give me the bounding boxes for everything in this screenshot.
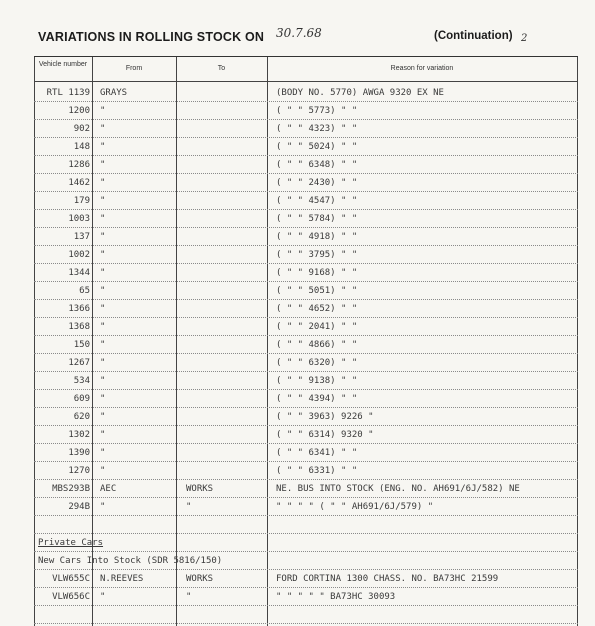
- continuation-label: (Continuation): [434, 30, 513, 42]
- table-row: [34, 443, 578, 462]
- from-cell: ": [100, 124, 106, 134]
- from-cell: ": [100, 304, 106, 314]
- from-cell: GRAYS: [100, 88, 128, 98]
- table-row: [34, 119, 578, 138]
- table-row: [34, 299, 578, 318]
- vehicle-number-cell: 1344: [68, 268, 90, 278]
- variations-table: [34, 56, 578, 626]
- vehicle-number-cell: 1368: [68, 322, 90, 332]
- vehicle-number-cell: Private Cars: [38, 538, 104, 548]
- from-cell: ": [100, 412, 106, 422]
- vehicle-number-cell: 1267: [68, 358, 90, 368]
- table-row: [34, 479, 578, 498]
- reason-cell: ( " " 4323) " ": [276, 124, 358, 134]
- vehicle-number-cell: 1200: [68, 106, 90, 116]
- vehicle-number-cell: 65: [79, 286, 90, 296]
- table-row: [34, 101, 578, 120]
- vehicle-number-cell: 137: [73, 232, 90, 242]
- table-row: [34, 83, 578, 102]
- from-cell: ": [100, 196, 106, 206]
- vehicle-number-cell: 179: [73, 196, 90, 206]
- rolling-stock-sheet: [34, 12, 578, 625]
- table-row: [34, 263, 578, 282]
- reason-cell: ( " " 5773) " ": [276, 106, 358, 116]
- from-cell: ": [100, 268, 106, 278]
- table-row: [34, 569, 578, 588]
- from-cell: N.REEVES: [100, 574, 144, 584]
- column-header-to: To: [217, 65, 226, 72]
- from-cell: ": [100, 448, 106, 458]
- table-row: [34, 245, 578, 264]
- reason-cell: " " " " " BA73HC 30093: [276, 592, 396, 602]
- table-row: [34, 587, 578, 606]
- table-row: [34, 533, 578, 552]
- table-row: [34, 137, 578, 156]
- table-row: [34, 317, 578, 336]
- vehicle-number-cell: 1302: [68, 430, 90, 440]
- vehicle-number-cell: 609: [73, 394, 90, 404]
- from-cell: ": [100, 322, 106, 332]
- column-header-reason: Reason for variation: [390, 65, 454, 72]
- table-row: [34, 209, 578, 228]
- vehicle-number-cell: New Cars Into Stock (SDR 5816/150): [38, 556, 223, 566]
- vehicle-number-cell: 294B: [68, 502, 90, 512]
- column-header-vehicle: Vehicle number: [38, 61, 88, 68]
- from-cell: ": [100, 142, 106, 152]
- reason-cell: ( " " 9138) " ": [276, 376, 358, 386]
- table-row: [34, 515, 578, 534]
- reason-cell: ( " " 6331) " ": [276, 466, 358, 476]
- vehicle-number-cell: 620: [73, 412, 90, 422]
- from-cell: ": [100, 592, 106, 602]
- reason-cell: ( " " 4866) " ": [276, 340, 358, 350]
- from-cell: ": [100, 394, 106, 404]
- reason-cell: FORD CORTINA 1300 CHASS. NO. BA73HC 21599: [276, 574, 499, 584]
- sheet-title: VARIATIONS IN ROLLING STOCK ON: [38, 30, 265, 44]
- from-cell: ": [100, 466, 106, 476]
- reason-cell: ( " " 5784) " ": [276, 214, 358, 224]
- from-cell: ": [100, 214, 106, 224]
- vehicle-number-cell: 902: [73, 124, 90, 134]
- from-cell: ": [100, 106, 106, 116]
- from-cell: AEC: [100, 484, 117, 494]
- reason-cell: ( " " 5024) " ": [276, 142, 358, 152]
- reason-cell: ( " " 4652) " ": [276, 304, 358, 314]
- vehicle-number-cell: 1286: [68, 160, 90, 170]
- table-row: [34, 605, 578, 624]
- table-row: [34, 461, 578, 480]
- vehicle-number-cell: MBS293B: [52, 484, 90, 494]
- reason-cell: ( " " 6320) " ": [276, 358, 358, 368]
- from-cell: ": [100, 232, 106, 242]
- reason-cell: " " " " ( " " AH691/6J/579) ": [276, 502, 434, 512]
- from-cell: ": [100, 250, 106, 260]
- table-row: [34, 353, 578, 372]
- vehicle-number-cell: 1462: [68, 178, 90, 188]
- reason-cell: NE. BUS INTO STOCK (ENG. NO. AH691/6J/582) NE: [276, 484, 520, 494]
- from-cell: ": [100, 358, 106, 368]
- from-cell: ": [100, 376, 106, 386]
- page-number: 2: [521, 33, 528, 44]
- vehicle-number-cell: 148: [73, 142, 90, 152]
- table-row: [34, 173, 578, 192]
- reason-cell: ( " " 2430) " ": [276, 178, 358, 188]
- vehicle-number-cell: 1002: [68, 250, 90, 260]
- vehicle-number-cell: 1366: [68, 304, 90, 314]
- table-row: [34, 335, 578, 354]
- to-cell: ": [186, 502, 192, 512]
- table-row: [34, 371, 578, 390]
- from-cell: ": [100, 160, 106, 170]
- to-cell: WORKS: [186, 484, 214, 494]
- reason-cell: ( " " 3963) 9226 ": [276, 412, 374, 422]
- reason-cell: ( " " 4547) " ": [276, 196, 358, 206]
- reason-cell: ( " " 2041) " ": [276, 322, 358, 332]
- from-cell: ": [100, 286, 106, 296]
- reason-cell: ( " " 5051) " ": [276, 286, 358, 296]
- vehicle-number-cell: 150: [73, 340, 90, 350]
- vehicle-number-cell: 1270: [68, 466, 90, 476]
- table-row: [34, 281, 578, 300]
- reason-cell: ( " " 3795) " ": [276, 250, 358, 260]
- table-row: [34, 227, 578, 246]
- to-cell: WORKS: [186, 574, 214, 584]
- vehicle-number-cell: 1003: [68, 214, 90, 224]
- vehicle-number-cell: 1390: [68, 448, 90, 458]
- table-row: [34, 155, 578, 174]
- to-cell: ": [186, 592, 192, 602]
- table-row: [34, 497, 578, 516]
- reason-cell: ( " " 6341) " ": [276, 448, 358, 458]
- sheet-date: 30.7.68: [276, 26, 322, 40]
- vehicle-number-cell: 534: [73, 376, 90, 386]
- table-row: [34, 551, 578, 570]
- from-cell: ": [100, 502, 106, 512]
- table-row: [34, 389, 578, 408]
- vehicle-number-cell: VLW656C: [52, 592, 90, 602]
- reason-cell: (BODY NO. 5770) AWGA 9320 EX NE: [276, 88, 444, 98]
- reason-cell: ( " " 6348) " ": [276, 160, 358, 170]
- header-rule: [34, 81, 578, 82]
- reason-cell: ( " " 4918) " ": [276, 232, 358, 242]
- reason-cell: ( " " 9168) " ": [276, 268, 358, 278]
- from-cell: ": [100, 430, 106, 440]
- vehicle-number-cell: RTL 1139: [46, 88, 90, 98]
- table-row: [34, 191, 578, 210]
- table-row: [34, 407, 578, 426]
- column-header-from: From: [125, 65, 143, 72]
- vehicle-number-cell: VLW655C: [52, 574, 90, 584]
- from-cell: ": [100, 340, 106, 350]
- reason-cell: ( " " 4394) " ": [276, 394, 358, 404]
- from-cell: ": [100, 178, 106, 188]
- sheet-header: [38, 26, 578, 50]
- reason-cell: ( " " 6314) 9320 ": [276, 430, 374, 440]
- table-row: [34, 425, 578, 444]
